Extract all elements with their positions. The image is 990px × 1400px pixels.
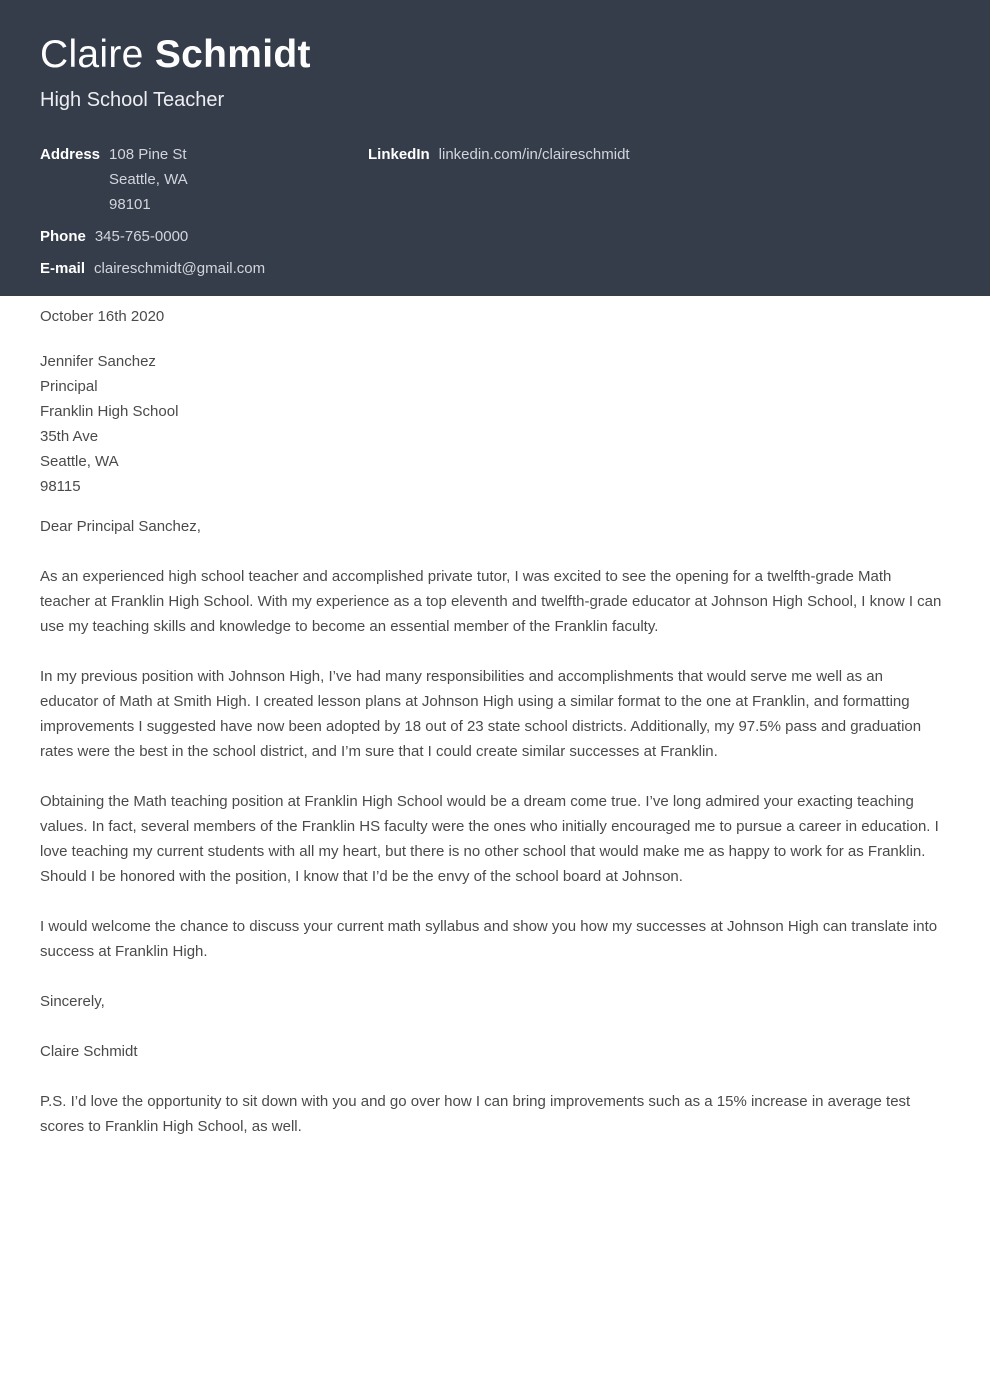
address-label: Address xyxy=(40,145,101,163)
job-title: High School Teacher xyxy=(40,88,225,111)
address-value xyxy=(109,142,188,217)
letter-body xyxy=(0,296,990,1139)
header xyxy=(0,0,990,296)
address-row xyxy=(40,142,368,217)
recipient-line: Seattle, WA xyxy=(40,453,119,470)
paragraph: In my previous position with Johnson High, I’ve had many responsibilities and accomplishments that would serve me well as an educator of Math at Smith High. I created lesson plans at Johnson High using a similar format to the one at Franklin, and formatting improvements I suggested have now been adopted by 18 out of 23 state school districts. Additionally, my 97.5% pass and graduation rates were the best in the school district, and I’m sure that I could create similar successes at Franklin. xyxy=(40,668,922,760)
first-name: Claire xyxy=(40,33,144,76)
paragraph: As an experienced high school teacher and accomplished private tutor, I was excited to see the opening for a twelfth-grade Math teacher at Franklin High School. With my experience as a top eleventh and twelfth-grade educator at Johnson High School, I know I can use my teaching skills and knowledge to become an essential member of the Franklin faculty. xyxy=(40,568,942,635)
linkedin-value: linkedin.com/in/claireschmidt xyxy=(438,145,630,163)
address-line: 98101 xyxy=(109,195,151,213)
email-label: E-mail xyxy=(40,259,86,277)
linkedin-row xyxy=(368,142,950,167)
contact-section xyxy=(40,142,950,281)
recipient-line: Franklin High School xyxy=(40,403,179,420)
paragraph: I would welcome the chance to discuss your current math syllabus and show you how my successes at Johnson High can translate into success at Franklin High. xyxy=(40,918,938,960)
email-row xyxy=(40,256,368,281)
recipient-line: 35th Ave xyxy=(40,428,99,445)
paragraph: Obtaining the Math teaching position at Franklin High School would be a dream come true. I’ve long admired your exacting teaching values. In fact, several members of the Franklin HS faculty were the ones who initially encouraged me to pursue a career in education. I love teaching my current students with all my heart, but there is no other school that would make me as happy to work for as Franklin. Should I be honored with the position, I know that I’d be the envy of the school board at Johnson. xyxy=(40,793,939,885)
address-line: 108 Pine St xyxy=(109,145,187,163)
closing: Sincerely, xyxy=(40,993,105,1010)
recipient-line: Jennifer Sanchez xyxy=(40,353,156,370)
address-line: Seattle, WA xyxy=(109,170,188,188)
name-heading xyxy=(40,33,950,78)
recipient-line: 98115 xyxy=(40,478,81,495)
recipient-line: Principal xyxy=(40,378,98,395)
linkedin-label: LinkedIn xyxy=(368,145,430,163)
postscript: P.S. I’d love the opportunity to sit down with you and go over how I can bring improvements such as a 15% increase in average test scores to Franklin High School, as well. xyxy=(40,1093,911,1135)
last-name: Schmidt xyxy=(154,33,311,76)
contact-right-column xyxy=(368,142,950,281)
phone-value: 345-765-0000 xyxy=(94,227,189,245)
phone-row xyxy=(40,224,368,249)
letter-date: October 16th 2020 xyxy=(40,308,165,325)
contact-left-column xyxy=(40,142,368,281)
email-value: claireschmidt@gmail.com xyxy=(94,259,266,277)
greeting: Dear Principal Sanchez, xyxy=(40,518,201,535)
signature: Claire Schmidt xyxy=(40,1043,138,1060)
phone-label: Phone xyxy=(40,227,86,245)
recipient-block xyxy=(40,349,945,499)
